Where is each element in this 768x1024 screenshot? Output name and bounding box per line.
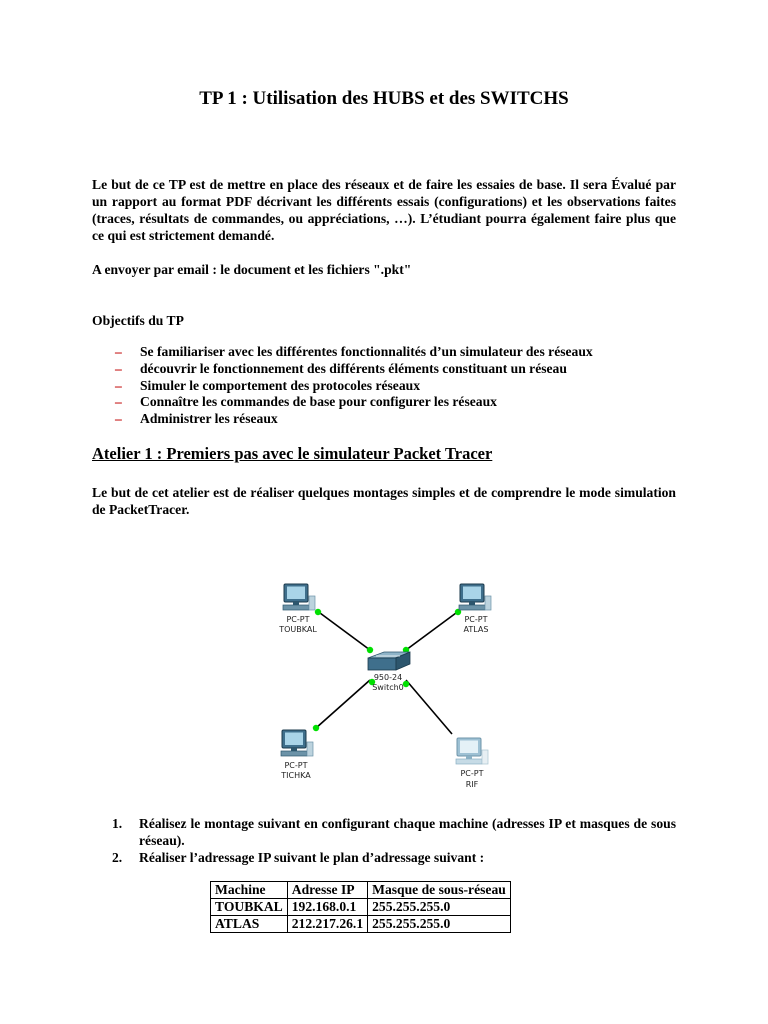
switch-icon[interactable] <box>368 652 410 670</box>
step-text: Réalisez le montage suivant en configurant chaque machine (adresses IP et masques de sous réseau). <box>139 816 676 848</box>
pc-rif-icon[interactable] <box>456 738 488 764</box>
link-atlas-switch <box>406 613 456 650</box>
table-header: Machine <box>211 882 288 899</box>
page-title: TP 1 : Utilisation des HUBS et des SWITCHS <box>199 88 569 109</box>
link-status-dot <box>367 647 373 653</box>
step-text: Réaliser l’adressage IP suivant le plan d’adressage suivant : <box>139 850 485 865</box>
pc-name-tichka: TICHKA <box>281 771 311 780</box>
bullet-dash: – <box>115 411 122 427</box>
table-cell: 192.168.0.1 <box>287 899 367 916</box>
pc-name-atlas: ATLAS <box>463 625 489 634</box>
table-cell: ATLAS <box>211 916 288 933</box>
pc-name-toubkal: TOUBKAL <box>279 625 317 634</box>
objective-item: – Administrer les réseaux <box>115 411 278 427</box>
step-item <box>112 815 676 849</box>
objectives-heading: Objectifs du TP <box>92 313 184 328</box>
objective-item: – découvrir le fonctionnement des différents éléments constituant un réseau <box>115 360 567 376</box>
table-cell: 255.255.255.0 <box>368 916 511 933</box>
link-tichka-switch <box>316 680 370 728</box>
step-number: 2. <box>112 850 123 865</box>
intro-paragraph: Le but de ce TP est de mettre en place des réseaux et de faire les essaies de base. Il sera Évalué par un rapport au format PDF décrivant les différents essais (configurations) et les observations faites (traces, résultats de commandes, ou appréciations, …). L’étudiant pourra également faire plus que ce qui est strictement demandé. <box>92 177 676 243</box>
objective-item: – Connaître les commandes de base pour configurer les réseaux <box>115 394 497 410</box>
step-number: 1. <box>112 816 123 831</box>
table-row <box>211 916 511 933</box>
table-cell: TOUBKAL <box>211 899 288 916</box>
email-instruction: A envoyer par email : le document et les fichiers ".pkt" <box>92 262 412 277</box>
pc-toubkal-icon[interactable] <box>283 584 315 610</box>
objective-item: – Se familiariser avec les différentes fonctionnalités d’un simulateur des réseaux <box>115 344 593 359</box>
table-row <box>211 899 511 916</box>
objectives-list <box>115 344 675 428</box>
switch-model-label: 950-24 <box>373 673 403 682</box>
table-header: Adresse IP <box>287 882 367 899</box>
pc-type-label: PC-PT <box>286 615 310 624</box>
link-toubkal-switch <box>320 613 370 650</box>
table-cell: 212.217.26.1 <box>287 916 367 933</box>
link-status-dot <box>315 609 321 615</box>
ip-plan-table <box>210 881 511 933</box>
pc-atlas-icon[interactable] <box>459 584 491 610</box>
pc-tichka-icon[interactable] <box>281 730 313 756</box>
pc-type-label: PC-PT <box>284 761 308 770</box>
table-header-row <box>211 882 511 899</box>
pc-type-label: PC-PT <box>464 615 488 624</box>
link-status-dot <box>313 725 319 731</box>
network-topology-diagram <box>240 572 520 804</box>
link-rif-switch <box>406 680 452 734</box>
atelier-intro: Le but de cet atelier est de réaliser quelques montages simples et de comprendre le mode simulation de PacketTracer. <box>92 485 676 517</box>
bullet-dash: – <box>115 377 122 393</box>
objective-item: – Simuler le comportement des protocoles réseaux <box>115 377 420 393</box>
bullet-dash: – <box>115 344 122 359</box>
pc-name-rif: RIF <box>465 780 479 789</box>
switch-name-label: Switch0 <box>372 683 404 692</box>
step-item <box>112 849 676 866</box>
bullet-dash: – <box>115 394 122 410</box>
steps-list <box>112 815 676 866</box>
table-header: Masque de sous-réseau <box>368 882 511 899</box>
table-cell: 255.255.255.0 <box>368 899 511 916</box>
atelier-title: Atelier 1 : Premiers pas avec le simulateur Packet Tracer <box>92 444 493 463</box>
pc-type-label: PC-PT <box>460 769 484 778</box>
bullet-dash: – <box>115 360 122 376</box>
